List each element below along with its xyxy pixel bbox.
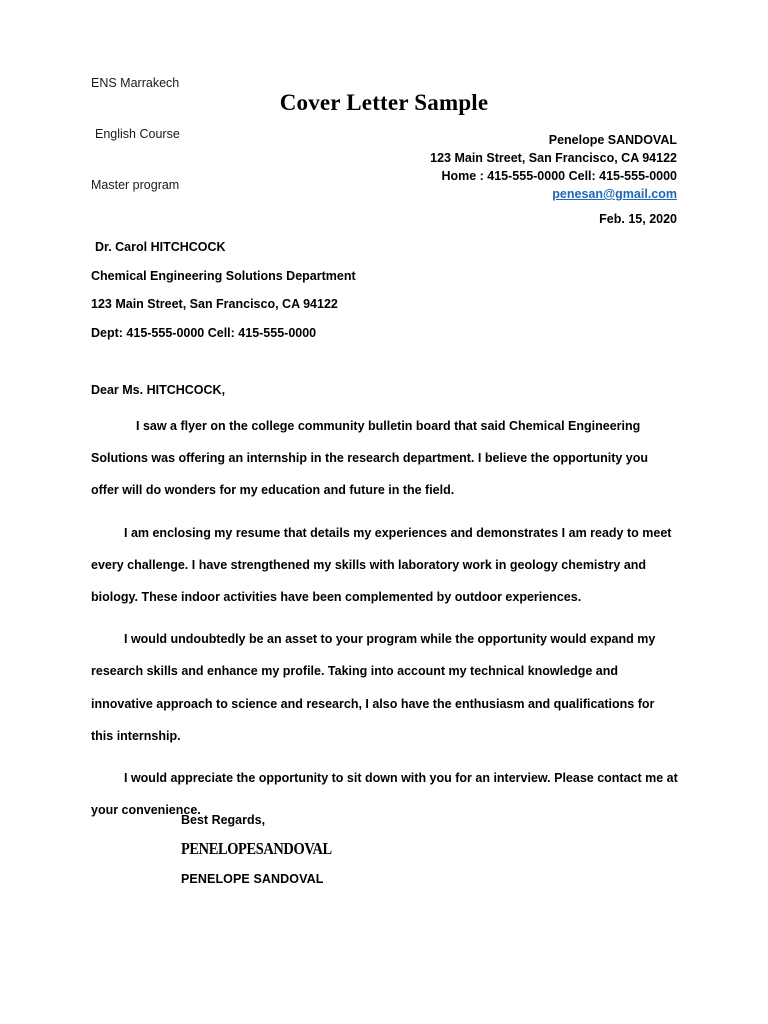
letter-date: Feb. 15, 2020 <box>599 212 677 226</box>
page-title: Cover Letter Sample <box>279 90 489 115</box>
letter-body <box>91 410 679 836</box>
recipient-department: Chemical Engineering Solutions Department <box>91 268 356 283</box>
institution-line-1: ENS Marrakech <box>91 76 180 90</box>
body-paragraph-3: I would undoubtedly be an asset to your program while the opportunity would expand my research skills and enhance my profile. Taking into account my technical knowledge and innovative approach to science and research, I also have the enthusiasm and qualifications for this internship. <box>91 632 656 743</box>
sender-email-link-wrap <box>430 185 677 203</box>
signature-mark: PENELOPESANDOVAL <box>181 840 332 859</box>
salutation: Dear Ms. HITCHCOCK, <box>91 383 226 397</box>
sender-email-link[interactable]: penesan@gmail.com <box>552 187 677 201</box>
recipient-name: Dr. Carol HITCHCOCK <box>95 240 226 254</box>
institution-line-3: Master program <box>91 178 180 192</box>
recipient-phones: Dept: 415-555-0000 Cell: 415-555-0000 <box>91 325 317 340</box>
body-paragraph-4: I would appreciate the opportunity to sit down with you for an interview. Please contact me at your convenience. <box>91 771 678 818</box>
closing-regards: Best Regards, <box>181 813 266 827</box>
institution-header <box>91 41 180 228</box>
sender-name: Penelope SANDOVAL <box>548 133 677 147</box>
body-paragraph-1: I saw a flyer on the college community bulletin board that said Chemical Engineering Solutions was offering an internship in the research department. I believe the opportunity you offer will do wonders for my education and future in the field. <box>91 419 649 498</box>
institution-line-2: English Course <box>95 127 180 141</box>
signature-printed-name: PENELOPE SANDOVAL <box>181 872 324 886</box>
closing-block <box>181 813 343 886</box>
recipient-address: 123 Main Street, San Francisco, CA 94122 <box>91 297 338 311</box>
recipient-address-block <box>91 240 356 354</box>
sender-address: 123 Main Street, San Francisco, CA 94122 <box>430 151 677 165</box>
sender-phones: Home : 415-555-0000 Cell: 415-555-0000 <box>441 169 677 183</box>
sender-address-block <box>430 131 677 203</box>
body-paragraph-2: I am enclosing my resume that details my experiences and demonstrates I am ready to meet every challenge. I have strengthened my skills with laboratory work in geology chemistry and biology. These indoor activities have been complemented by outdoor experiences. <box>91 525 672 605</box>
